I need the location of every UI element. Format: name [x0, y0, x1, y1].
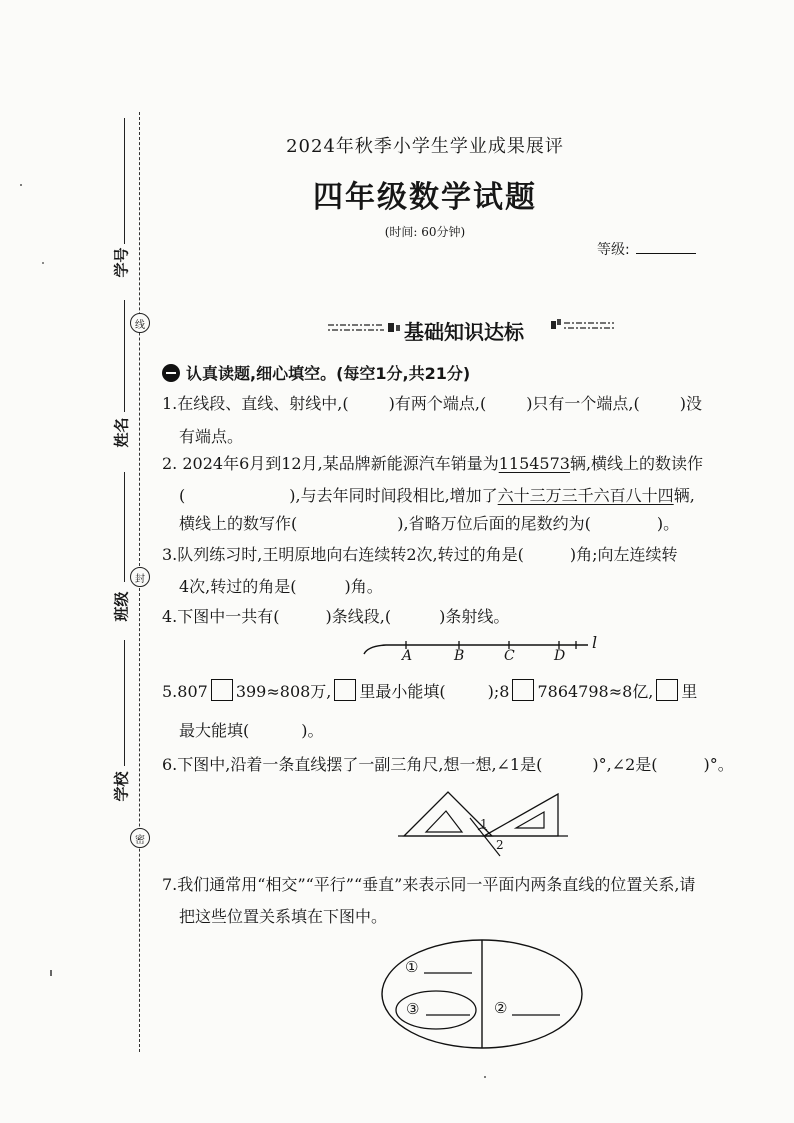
- q4-point-b: B: [454, 648, 465, 664]
- q6-angle-2-label: 2: [496, 838, 504, 852]
- question-7-line-2: 把这些位置关系填在下图中。: [179, 907, 388, 926]
- q7-answer-blank-3[interactable]: [426, 1001, 470, 1015]
- q5-box-ref-1: [334, 679, 356, 701]
- school-label: 学校: [112, 771, 131, 802]
- q7-label-3: ③: [406, 1000, 420, 1018]
- seal-mark-seal: 封: [130, 567, 150, 587]
- question-3-line-2: 4次,转过的角是( )角。: [179, 577, 383, 596]
- q4-point-a: A: [402, 648, 413, 664]
- exam-subtitle: 2024年秋季小学生学业成果展评: [286, 136, 564, 157]
- scan-speck: [42, 262, 44, 264]
- banner-left-ornament: [326, 322, 404, 334]
- grade-blank[interactable]: [636, 253, 696, 254]
- question-3-line-1: 3.队列练习时,王明原地向右连续转2次,转过的角是( )角;向左连续转: [162, 545, 678, 564]
- banner-right-ornament: [550, 318, 616, 332]
- increase-words: 六十三万三千六百八十四: [497, 486, 674, 505]
- question-2-line-2: ( ),与去年同时间段相比,增加了六十三万三千六百八十四辆,: [179, 486, 695, 505]
- question-5-line-2: 最大能填( )。: [179, 721, 324, 740]
- q7-answer-blank-1[interactable]: [424, 960, 472, 974]
- class-label: 班级: [112, 591, 131, 622]
- q7-label-2: ②: [494, 999, 508, 1017]
- exam-time: (时间: 60分钟): [384, 225, 466, 239]
- q7-answer-blank-2[interactable]: [512, 1000, 560, 1014]
- q7-label-1: ①: [405, 958, 419, 976]
- scan-speck: [20, 184, 22, 186]
- class-line[interactable]: [124, 472, 125, 582]
- q5-digit-box-2[interactable]: [512, 679, 534, 701]
- scan-speck: [484, 1076, 486, 1078]
- question-6-text: 6.下图中,沿着一条直线摆了一副三角尺,想一想,∠1是( )°,∠2是( )°。: [162, 755, 734, 774]
- q4-line-label: l: [592, 633, 598, 652]
- question-5-line-1: 5.807 399≈808万, 里最小能填( );8 7864798≈8亿, 里: [162, 679, 697, 704]
- seal-mark-secret: 密: [130, 828, 150, 848]
- q7-ellipse-diagram: [378, 936, 586, 1052]
- q5-digit-box-1[interactable]: [211, 679, 233, 701]
- question-7-line-1: 7.我们通常用“相交”“平行”“垂直”来表示同一平面内两条直线的位置关系,请: [162, 875, 696, 894]
- q5-box-ref-2: [656, 679, 678, 701]
- question-1-line-1: 1.在线段、直线、射线中,( )有两个端点,( )只有一个端点,( )没: [162, 394, 703, 413]
- name-label: 姓名: [112, 417, 131, 448]
- grade-label: 等级:: [597, 242, 630, 258]
- q4-point-d: D: [554, 648, 566, 664]
- question-2-line-1: 2. 2024年6月到12月,某品牌新能源汽车销量为1154573辆,横线上的数读作: [162, 454, 704, 473]
- name-line[interactable]: [124, 300, 125, 412]
- section-title: 基础知识达标: [404, 320, 524, 344]
- q4-point-c: C: [504, 648, 515, 664]
- school-line[interactable]: [124, 640, 125, 766]
- question-1-line-2: 有端点。: [179, 427, 244, 446]
- question-2-line-3: 横线上的数写作( ),省略万位后面的尾数约为( )。: [179, 514, 680, 533]
- scan-speck: [50, 970, 52, 976]
- question-4-text: 4.下图中一共有( )条线段,( )条射线。: [162, 607, 510, 626]
- student-id-line[interactable]: [124, 118, 125, 244]
- sales-number: 1154573: [498, 454, 570, 473]
- q6-angle-1-label: 1: [480, 817, 488, 831]
- part-one-bullet-icon: [162, 364, 180, 382]
- seal-mark-line: 线: [130, 313, 150, 333]
- exam-title: 四年级数学试题: [313, 180, 537, 215]
- student-id-label: 学号: [112, 247, 131, 278]
- part-one-title: 认真读题,细心填空。(每空1分,共21分): [186, 364, 471, 383]
